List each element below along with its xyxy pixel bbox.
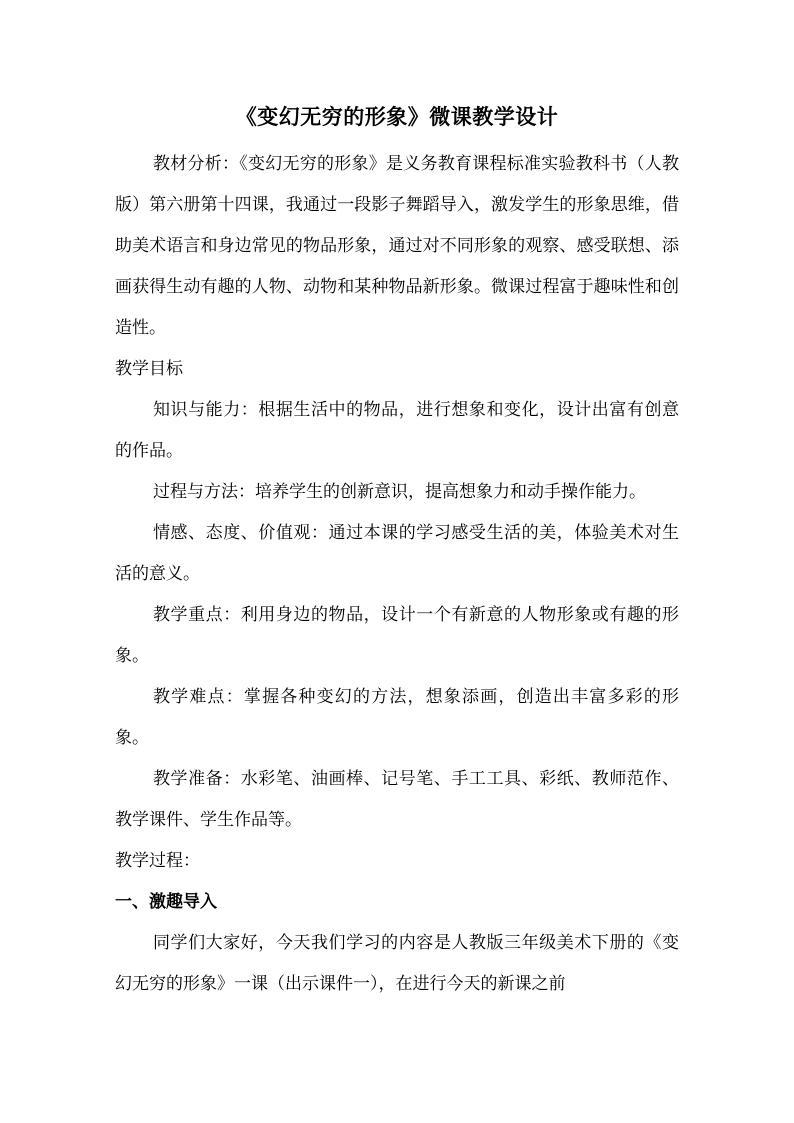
heading-teaching-process: 教学过程：: [115, 851, 200, 871]
paragraph-process-method: 过程与方法：培养学生的创新意识，提高想象力和动手操作能力。: [153, 482, 646, 502]
paragraph-teaching-difficulty: 教学难点：掌握各种变幻的方法，想象添画，创造出丰富多彩的形象。: [115, 687, 679, 748]
paragraph-knowledge-ability: 知识与能力：根据生活中的物品，进行想象和变化，设计出富有创意的作品。: [115, 400, 679, 461]
paragraph-teaching-preparation: 教学准备：水彩笔、油画棒、记号笔、手工工具、彩纸、教师范作、教学课件、学生作品等。: [115, 769, 679, 830]
paragraph-teaching-focus: 教学重点：利用身边的物品，设计一个有新意的人物形象或有趣的形象。: [115, 605, 679, 666]
document-title: 《变幻无穷的形象》微课教学设计: [235, 104, 559, 129]
paragraph-introduction: 同学们大家好，今天我们学习的内容是人教版三年级美术下册的《变幻无穷的形象》一课（出示课件一），在进行今天的新课之前: [115, 933, 679, 994]
heading-section-one: 一、激趣导入: [115, 892, 217, 912]
paragraph-textbook-analysis: 教材分析：《变幻无穷的形象》是义务教育课程标准实验教科书（人教版）第六册第十四课，我通过一段影子舞蹈导入，激发学生的形象思维，借助美术语言和身边常见的物品形象，通过对不同形象的观察、感受联想、添画获得生动有趣的人物、动物和某种物品新形象。微课过程富于趣味性和创造性。: [115, 154, 679, 338]
heading-teaching-objectives: 教学目标: [115, 359, 183, 379]
paragraph-emotion-attitude-values: 情感、态度、价值观：通过本课的学习感受生活的美，体验美术对生活的意义。: [115, 523, 679, 584]
